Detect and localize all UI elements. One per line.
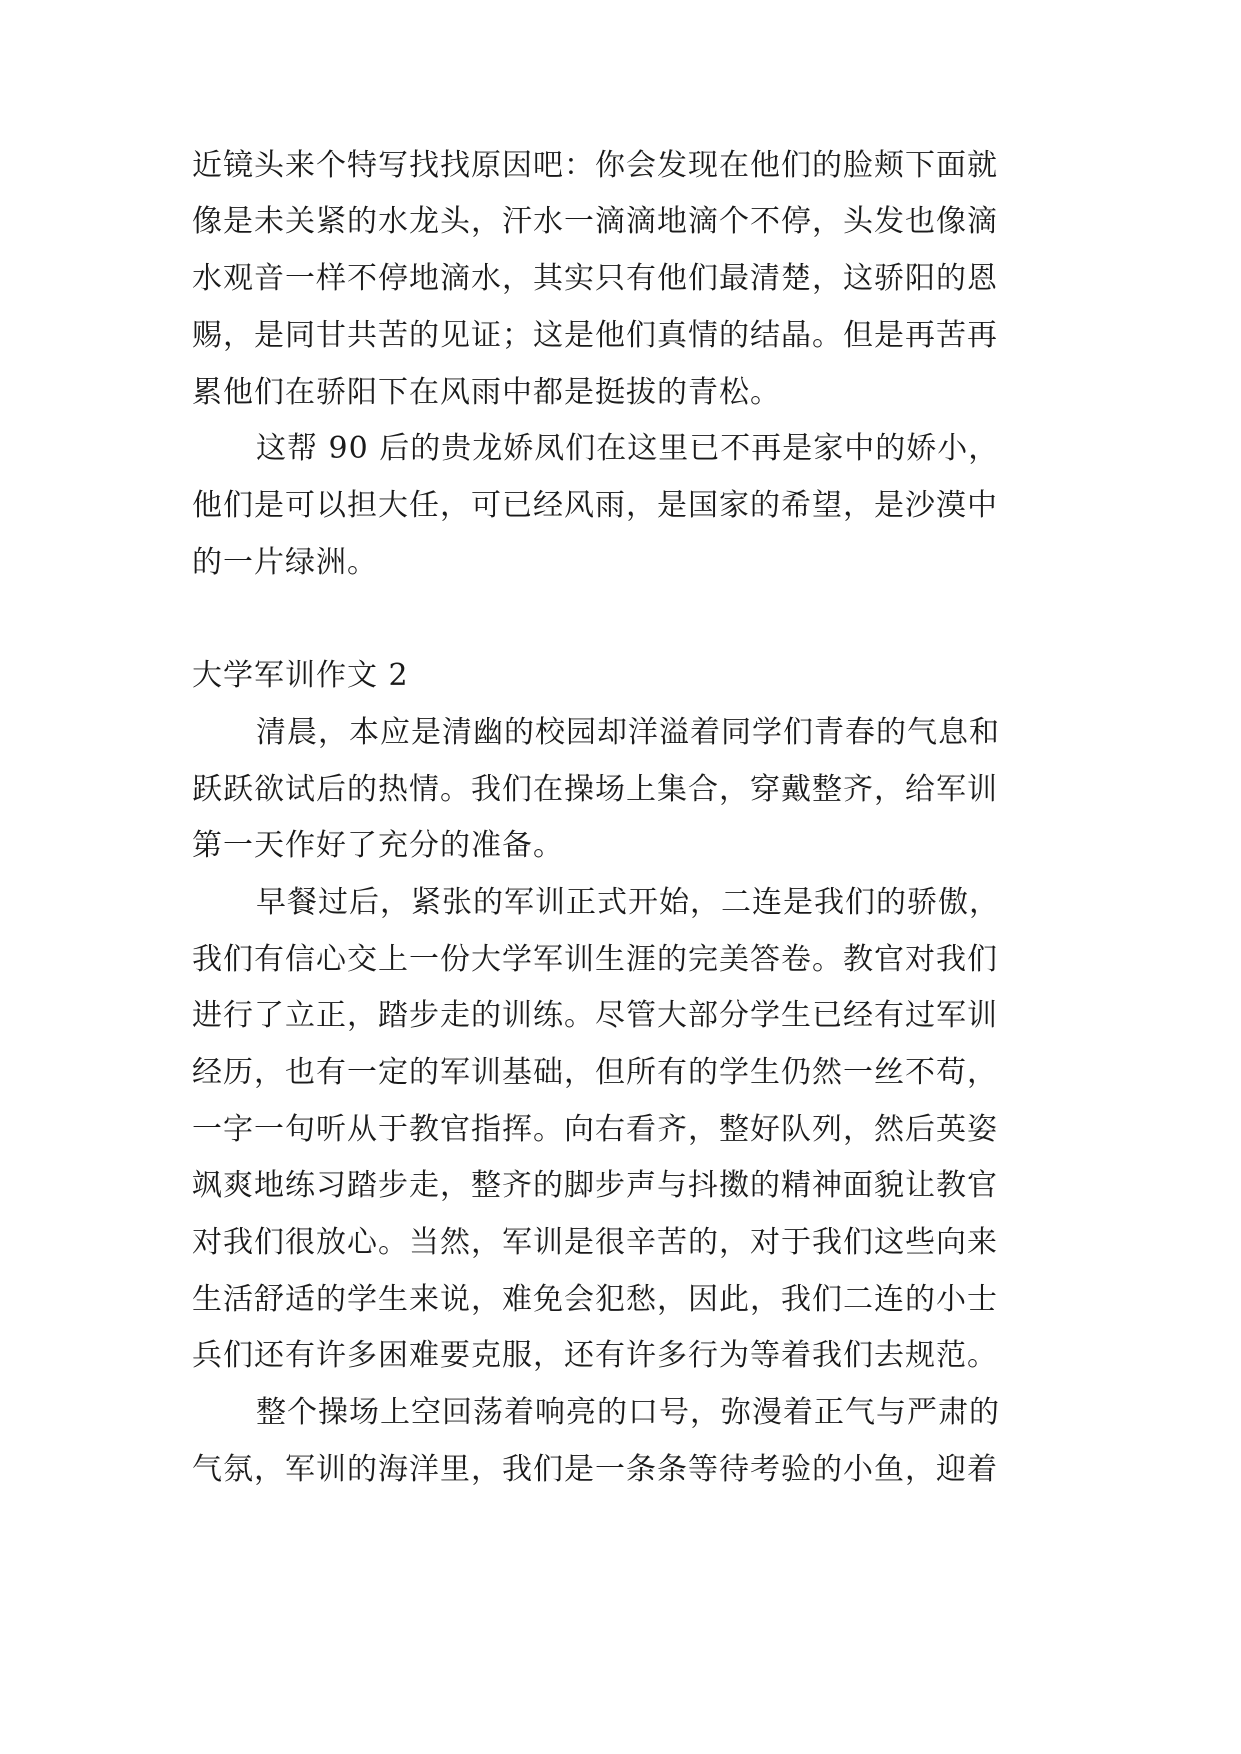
paragraph-4-line-3: 进行了立正，踏步走的训练。尽管大部分学生已经有过军训 [192,998,998,1033]
paragraph-3-line-2: 跃跃欲试后的热情。我们在操场上集合，穿戴整齐，给军训 [192,772,998,807]
paragraph-4-line-9: 兵们还有许多困难要克服，还有许多行为等着我们去规范。 [192,1338,998,1373]
paragraph-4-line-2: 我们有信心交上一份大学军训生涯的完美答卷。教官对我们 [192,942,998,977]
paragraph-2-line-3: 的一片绿洲。 [192,545,378,580]
paragraph-4-line-6: 飒爽地练习踏步走，整齐的脚步声与抖擞的精神面貌让教官 [192,1168,998,1203]
paragraph-4-line-1: 早餐过后，紧张的军训正式开始，二连是我们的骄傲， [256,885,1000,920]
paragraph-2-line-2: 他们是可以担大任，可已经风雨，是国家的希望，是沙漠中 [192,488,998,523]
paragraph-2-line-1: 这帮 90 后的贵龙娇凤们在这里已不再是家中的娇小， [256,431,1000,466]
paragraph-4-line-7: 对我们很放心。当然，军训是很辛苦的，对于我们这些向来 [192,1225,998,1260]
paragraph-5-line-1: 整个操场上空回荡着响亮的口号，弥漫着正气与严肃的 [256,1395,1000,1430]
paragraph-4-line-4: 经历，也有一定的军训基础，但所有的学生仍然一丝不苟， [192,1055,998,1090]
paragraph-1-line-5: 累他们在骄阳下在风雨中都是挺拔的青松。 [192,375,781,410]
paragraph-3-line-3: 第一天作好了充分的准备。 [192,828,564,863]
paragraph-1-line-4: 赐，是同甘共苦的见证；这是他们真情的结晶。但是再苦再 [192,318,998,353]
paragraph-3-line-1: 清晨，本应是清幽的校园却洋溢着同学们青春的气息和 [256,715,1000,750]
paragraph-4-line-5: 一字一句听从于教官指挥。向右看齐，整好队列，然后英姿 [192,1112,998,1147]
paragraph-1-line-1: 近镜头来个特写找找原因吧：你会发现在他们的脸颊下面就 [192,148,998,183]
section-title: 大学军训作文 2 [192,658,409,693]
paragraph-4-line-8: 生活舒适的学生来说，难免会犯愁，因此，我们二连的小士 [192,1282,998,1317]
paragraph-1-line-3: 水观音一样不停地滴水，其实只有他们最清楚，这骄阳的恩 [192,261,998,296]
paragraph-1-line-2: 像是未关紧的水龙头，汗水一滴滴地滴个不停，头发也像滴 [192,204,998,239]
paragraph-5-line-2: 气氛，军训的海洋里，我们是一条条等待考验的小鱼，迎着 [192,1452,998,1487]
